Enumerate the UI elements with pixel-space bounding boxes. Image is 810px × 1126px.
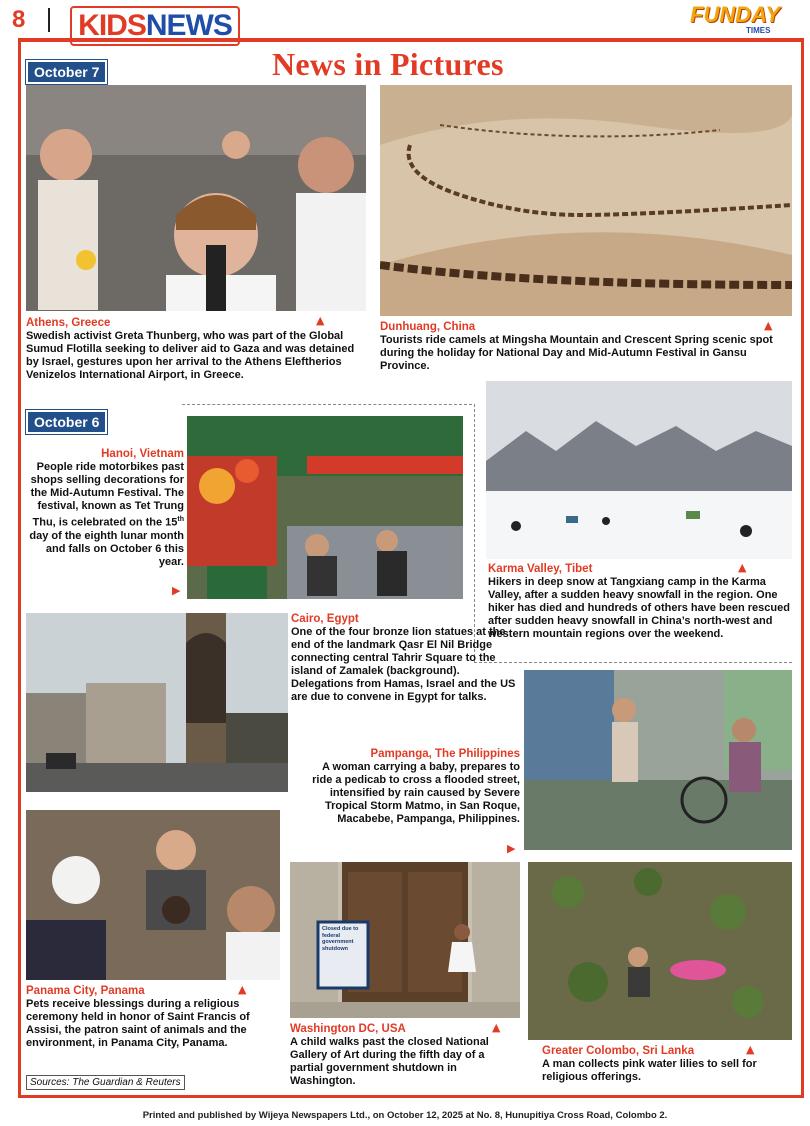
location-cairo: Cairo, Egypt [291, 613, 359, 625]
location-athens: Athens, Greece [26, 317, 111, 329]
caption-arrow-up-icon: ▲ [492, 1021, 501, 1034]
section-divider-vertical [474, 404, 475, 662]
location-washington: Washington DC, USA [290, 1023, 406, 1035]
caption-hanoi-text-end: day of the eighth lunar month and falls on October 6 this year. [29, 529, 184, 568]
photo-pampanga [524, 670, 792, 850]
section-divider [474, 662, 792, 663]
caption-karma-valley: Hikers in deep snow at Tangxiang camp in the Karma Valley, after a sudden heavy snowfall in the region. One hiker has died and hundreds of others have been rescued after sudden heavy snowfall in China’s north-west and western mountain regions over the weekend. [488, 576, 790, 640]
funday-times-logo [690, 2, 800, 36]
closed-sign-text: Closed due to federal government shutdown [322, 926, 359, 952]
logo-funday-text: FUNDAY [690, 2, 781, 27]
photo-dunhuang [380, 85, 792, 316]
header-divider [48, 8, 50, 32]
caption-arrow-right-icon: ▶ [507, 842, 516, 855]
publisher-footer: Printed and published by Wijeya Newspapers Ltd., on October 12, 2025 at No. 8, Hunupitiya Cross Road, Colombo 2. [142, 1110, 668, 1121]
page-number: 8 [12, 6, 26, 33]
photo-karma-valley [486, 381, 792, 559]
caption-panama: Pets receive blessings during a religious ceremony held in honor of Saint Francis of Assisi, the patron saint of animals and the environment, in Panama City, Panama. [26, 998, 250, 1049]
logo-times-text: TIMES [746, 26, 771, 35]
caption-athens: Swedish activist Greta Thunberg, who was part of the Global Sumud Flotilla seeking to deliver aid to Gaza and was detained by Israel, gestures upon her arrival to the Athens Eleftherios Venizelos International Airport, in Greece. [26, 330, 355, 381]
photo-cairo [26, 613, 288, 792]
location-colombo: Greater Colombo, Sri Lanka [542, 1045, 695, 1057]
caption-colombo: A man collects pink water lilies to sell for religious offerings. [542, 1058, 757, 1083]
caption-hanoi-ordinal: th [177, 516, 184, 523]
date-tag-oct7: October 7 [26, 60, 107, 84]
caption-hanoi-text: People ride motorbikes past shops selling decorations for the Mid-Autumn Festival. The festival, known as Tet Trung Thu, is celebrated on the 15 [30, 461, 184, 529]
photo-panama [26, 810, 280, 980]
caption-arrow-right-icon: ▶ [172, 584, 181, 597]
date-tag-oct6: October 6 [26, 410, 107, 434]
sources-note: Sources: The Guardian & Reuters [26, 1075, 185, 1090]
caption-dunhuang: Tourists ride camels at Mingsha Mountain and Crescent Spring scenic spot during the holiday for National Day and Mid-Autumn Festival in Gansu Province. [380, 334, 773, 372]
caption-hanoi [20, 461, 184, 569]
caption-arrow-up-icon: ▲ [746, 1043, 755, 1056]
caption-cairo: One of the four bronze lion statues at the end of the landmark Qasr El Nil Bridge connecting central Tahrir Square to the island of Zamalek (background). Delegations from Hamas, Israel and the US are due to convene in Egypt for talks. [291, 626, 516, 703]
photo-athens [26, 85, 366, 311]
page-title: News in Pictures [272, 46, 504, 82]
caption-arrow-up-icon: ▲ [316, 314, 325, 327]
location-dunhuang: Dunhuang, China [380, 321, 476, 333]
logo-news-text: NEWS [145, 9, 232, 42]
location-pampanga: Pampanga, The Philippines [370, 748, 520, 760]
caption-arrow-up-icon: ▲ [764, 319, 773, 332]
caption-pampanga: A woman carrying a baby, prepares to ride a pedicab to cross a flooded street, intensified by rain caused by Severe Tropical Storm Matmo, in San Roque, Macabebe, Pampanga, Philippines. [312, 761, 520, 825]
caption-arrow-up-icon: ▲ [738, 561, 747, 574]
location-hanoi: Hanoi, Vietnam [101, 448, 184, 460]
section-divider [182, 404, 472, 405]
caption-washington: A child walks past the closed National Gallery of Art during the fifth day of a partial government shutdown in Washington. [290, 1036, 489, 1087]
location-karma-valley: Karma Valley, Tibet [488, 563, 593, 575]
photo-hanoi [187, 416, 463, 599]
photo-colombo [528, 862, 792, 1040]
caption-arrow-up-icon: ▲ [238, 983, 247, 996]
location-panama: Panama City, Panama [26, 985, 145, 997]
logo-kids-text: KIDS [78, 9, 146, 42]
